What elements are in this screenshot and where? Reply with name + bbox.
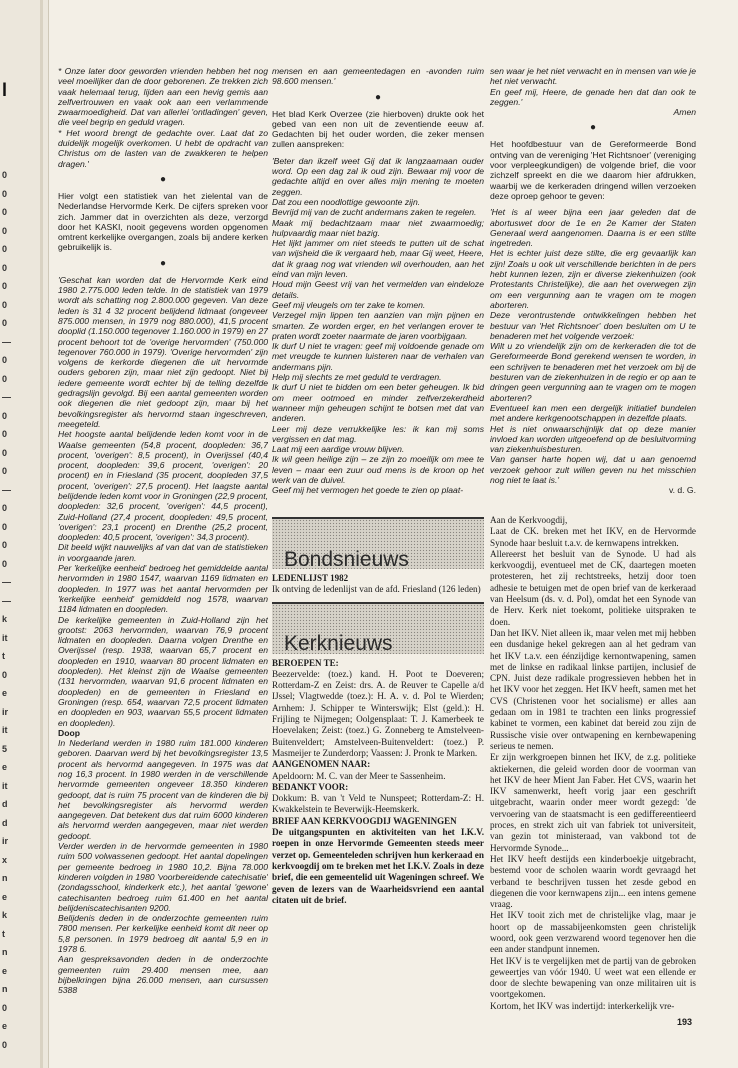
spine-fragment: — <box>2 595 11 606</box>
paragraph: Dit beeld wijkt nauwelijks af van dat van de statistieken in voorgaande jaren. <box>58 542 268 563</box>
bondsnieuws-banner <box>272 517 484 569</box>
prayer-line: Het lijkt jammer om niet steeds te putten uit de schat van wijsheid die ik vergaard heb, maar Gij weet, Heere, dat ik graag nog wat vrienden wil overhouden, aan het eind van mijn leven. <box>272 238 484 280</box>
spine-fragment: 0 <box>2 1039 8 1050</box>
paragraph: Het hoogste aantal belijdende leden komt voor in de Waalse gemeenten (54,8 procent, doopleden: 36,7 procent, 'overigen': 8,5 procent), in Overijssel (40,4 procent, doopleden: 39,6 procent, 'overigen': 20 procent) en in Friesland (35 procent, doopleden 37,5 procent, 'overigen': 27,5 procent). Het laagste aantal belijdende leden komt voor in Groningen (22,9 procent, doopleden: 32,6 procent, 'overigen': 44,5 procent), Zuid-Holland (27,4 procent, doopleden: 49,5 procent, 'overigen': 23,1 procent) en Drenthe (25,2 procent, doopleden: 40,5 procent, 'overigen': 34,3 procent). <box>58 429 268 543</box>
column-4-news <box>272 517 484 1035</box>
paragraph: De uitgangspunten en aktiviteiten van het I.K.V. roepen in onze Hervormde Gemeenten steeds meer verzet op. Gemeenteleden schrijven hun kerkeraad en kerkvoogdij om te breken met het I.K.V. Zoals in deze brief, die een gemeentelid uit Wageningen schreef. We geven de lezers van de Waarheidsvriend een aantal citaten uit de brief. <box>272 827 484 905</box>
prayer-line: Geef mij het vermogen het goede te zien op plaat- <box>272 485 464 496</box>
spine-fragment: ir <box>2 836 9 846</box>
signature: v. d. G. <box>668 485 696 496</box>
paragraph: Allereerst het besluit van de Synode. U had als kerkvoogdij, eventueel met de CK, daartegen moeten protesteren, het zij rechtstreeks, hetzij door toen adhesie te betuigen met de open brief van de kerkeraad van Heelsum (ds. v. d. Pol), omdat het een Synode van de Herv. Kerk niet toekomt, politieke uitspraken te doen. <box>490 548 696 627</box>
column-2 <box>272 66 484 511</box>
prayer-line: Houd mijn Geest vrij van het vermelden van eindeloze details. <box>272 279 484 300</box>
prayer-line: 'Beter dan ikzelf weet Gij dat ik langzaamaan ouder word. Op een dag zal ik oud zijn. Bewaar mij voor de gedachte altijd en over alles mijn mening te moeten zeggen. <box>272 155 484 197</box>
spine-fragment: 0 <box>2 207 8 217</box>
bullet-separator: ● <box>374 91 382 103</box>
spine-fragment: 0 <box>2 540 8 550</box>
paragraph: Per 'kerkelijke eenheid' bedroeg het gemiddelde aantal hervormden in 1980 1547, waarvan 1169 lidmaten en doopleden. In 1977 was het aantal hervormden per 'kerkelijke eenheid' gemiddeld nog 1578, waarvan 1184 lidmaten en doopleden. <box>58 563 268 615</box>
prayer-line: Laat mij een aardige vrouw blijven. <box>272 444 405 455</box>
paragraph: Beezervelde: (toez.) kand. H. Poot te Doeveren; Rotterdam-Z en Zeist: drs. A. de Reuver te Capelle a/d IJssel; Vlagtwedde (toez.): H. A. v. d. Pol te Wierden; Arnhem: J. Schipper te Winterswijk; Elst (geld.): H. Frijling te Nijmegen; Oolgensplaat: T. J. Kamerbeek te Hoevelaken; Zeist: (toez.) G. Zonneberg te Amstelveen-Buitenveldert; Amstelveen-Buitenveldert: (toez.) P. Masmeijer te Zunderdorp; Vaassen: J. Pronk te Marken. <box>272 668 484 758</box>
bullet-separator: ● <box>159 173 167 185</box>
prayer-line: Dat zou een noodlottige gewoonte zijn. <box>272 196 421 207</box>
paragraph: Aan de Kerkvoogdij, <box>490 515 568 525</box>
prayer-line: Ik wil geen heilige zijn – ze zijn zo moeilijk om mee te leven – maar een zuur oud mens is de kroon op het werk van de duivel. <box>272 454 484 485</box>
prayer-text <box>272 156 484 496</box>
letter-paragraph: Eventueel kan men een dergelijk initiatief bundelen met andere kerkgenootschappen in dezelfde plaats. <box>490 402 696 424</box>
letter-paragraph: Deze verontrustende ontwikkelingen hebben het bestuur van 'Het Richtsnoer' doen besluiten om U te benaderen met het volgende verzoek: <box>490 310 696 341</box>
spine-fragment: it <box>2 725 8 735</box>
spine-fragment: 0 <box>2 299 8 310</box>
adjacent-page-strip <box>0 0 49 1068</box>
paragraph: Laat de CK. breken met het IKV, en de Hervormde Synode haar besluit t.a.v. de kernwapens intrekken. <box>490 526 696 548</box>
section-heading: BEDANKT VOOR: <box>272 781 349 792</box>
spine-fragment: — <box>2 484 11 495</box>
paragraph: 'Geschat kan worden dat de Hervormde Kerk eind 1980 2.775.000 leden telde. In de statistiek van 1979 wordt als schatting nog 2.800.000 gegeven. Van deze leden is 31 4 32 procent belijdend lidmaat (ongeveer 875.000 mensen, in 1979 nog 880.000), 41,5 procent dooplid (1.150.000 tegenover 1.160.000 in 1979) en 27 procent behoort tot de 'overige hervormden' (750.000 tegenover 760.000 in 1979). 'Overige hervormden' zijn volgens de kerkorde diegenen die uit hervormde ouders geboren zijn, maar niet zijn gedoopt. Niet bij iedere gemeente wordt echter bij de telling dezelfde gedragslijn gevolgd. Bij een aantal gemeenten worden ook diegenen die niet gedoopt zijn, maar bij het bevolkingsregister als hervormd staan ingeschreven, meegeteld. <box>58 274 268 429</box>
bullet-separator: ● <box>589 122 597 134</box>
paragraph: Verder werden in de hervormde gemeenten in 1980 ruim 500 volwassenen gedoopt. Het aantal dopelingen per gemeente bedroeg in 1980 10,2. Bijna 78.000 kinderen volgden in 1980 'voorbereidende catechisatie' (zondagsschool, kinderkerk etc.), het aantal 'gewone' catechisanten bedroeg ruim 61.400 en het aantal belijdeniscatechisanten 9200. <box>58 841 268 913</box>
banner-title: Bondsnieuws <box>284 547 409 571</box>
paragraph: En geef mij, Heere, de genade hen dat dan ook te zeggen.' <box>490 86 696 107</box>
spine-fragment: — <box>2 577 11 587</box>
spine-fragment: 0 <box>2 669 8 680</box>
spine-fragment: 0 <box>2 373 8 384</box>
spine-fragment: e <box>2 762 8 772</box>
spine-fragment: 0 <box>2 170 8 180</box>
column-1 <box>58 66 268 1036</box>
spine-fragment: n <box>2 947 8 957</box>
letter-intro: Het hoofdbestuur van de Gereformeerde Bond ontving van de vereniging 'Het Richtsnoer' (vereniging voor verpleegkundigen) de volgende brief, die voor zichzelf spreekt en die we daarom hier afdrukken, waarbij we de kerkeraden dringend willen verzoeken deze oproep gehoor te geven: <box>490 139 696 201</box>
prayer-line: Maak mij bedachtzaam maar niet zwaarmoedig; hulpvaardig maar niet bazig. <box>272 217 484 238</box>
spine-fragment: d <box>2 817 8 828</box>
spine-fragment: e <box>2 688 8 698</box>
paragraph: Belijdenis deden in de onderzochte gemeenten ruim 7800 mensen. Per kerkelijke eenheid komt dit neer op 5,8 personen. In 1979 bedroeg dit aantal 5,9 en in 1978 6. <box>58 913 268 955</box>
spine-fragment: 0 <box>2 244 8 254</box>
spine-fragment: k <box>2 910 8 920</box>
paragraph: Aan gespreksavonden deden in de onderzochte gemeenten ruim 29.400 mensen mee, aan bijbelkringen bijna 26.000 mensen, aan cursussen 5388 <box>58 954 268 996</box>
paragraph: Dan het IKV. Niet alleen ik, maar velen met mij hebben een dusdanige hekel gekregen aan al het gedram van het IKV t.a.v. een éénzijdige kernontwapening, samen met de linkse en radikaal linkse partijen, inclusief de CPN. Juist deze radikale progressieven hebben het in het IKV voor het zeggen. Het IKV heeft, samen met het CVS (Christenen voor het socialisme) er alles aan gedaan om in 1981 te trachten een links progressief kabinet te vormen, een kabinet dat bereid zou zijn de Russische visie over ontwapening en kernbewapening serieus te nemen. <box>490 627 696 751</box>
letter-paragraph: Het is echter juist deze stilte, die erg gevaarlijk kan zijn! Zoals u ook uit verschillende berichten in de pers hebt kunnen lezen, zijn er diverse ziekenhuizen (ook Protestants Christelijke), die aan het overwegen zijn om een vergunning aan te vragen om te mogen aborteren. <box>490 248 696 310</box>
section-heading: LEDENLIJST 1982 <box>272 573 349 583</box>
paragraph: Apeldoorn: M. C. van der Meer te Sassenheim. <box>272 770 446 781</box>
section-heading: BRIEF AAN KERKVOOGDIJ WAGENINGEN <box>272 815 457 826</box>
spine-fragment: k <box>2 614 8 624</box>
prayer-line: Leer mij deze verrukkelijke les: ik kan mij soms vergissen en dat mag. <box>272 423 484 444</box>
spine-fragment: 0 <box>2 262 8 273</box>
spine-fragment: d <box>2 799 8 809</box>
section-heading: AANGENOMEN NAAR: <box>272 759 371 770</box>
spine-fragment: 0 <box>2 355 8 365</box>
spine-fragment: l <box>2 80 8 100</box>
prayer-line: Ik durf U niet te vragen: geef mij voldoende genade om met vreugde te kunnen luisteren naar de verhalen van andermans pijn. <box>272 341 484 372</box>
spine-fragment: 5 <box>2 743 8 754</box>
section-heading: BEROEPEN TE: <box>272 657 339 668</box>
page-number: 193 <box>677 1017 693 1027</box>
spine-fragment: it <box>2 632 8 643</box>
prayer-line: Bevrijd mij van de zucht andermans zaken te regelen. <box>272 207 477 218</box>
spine-fragment: 0 <box>2 503 8 513</box>
spine-fragment: e <box>2 965 8 976</box>
spine-fragment: 0 <box>2 521 8 532</box>
prayer-line: Help mij slechts ze met geduld te verdragen. <box>272 372 442 383</box>
prayer-intro: Het blad Kerk Overzee (zie hierboven) drukte ook het gebed van een non uit de zeventiende eeuw af. Gedachten bij het ouder worden, die zeker mensen zullen aanspreken: <box>272 108 484 150</box>
letter-paragraph: Wilt u zo vriendelijk zijn om de kerkeraden die tot de Gereformeerde Bond gerekend wensen te worden, in een schrijven te benaderen met het verzoek om bij de besturen van de ziekenhuizen in de regio er op aan te dringen geen vergunning aan te vragen om te mogen aborteren? <box>490 341 696 403</box>
paragraph: Het IKV tooit zich met de christelijke vlag, maar je hoort op de massabijeenkomsten geen christelijk woord, ook geen verzwarend woord tegenover hen die een ander standpunt innemen. <box>490 910 696 955</box>
prayer-line: Ik durf U niet te bidden om een beter geheugen. Ik bid om meer ootmoed en minder zelfverzekerdheid wanneer mijn geheugen schijnt te botsen met dat van anderen. <box>272 382 484 424</box>
spine-fragment: t <box>2 651 5 661</box>
statistics-intro: Hier volgt een statistiek van het zielental van de Nederlandse Hervormde Kerk. De cijfers spreken voor zich. Jammer dat in overzichten als deze, verzorgd door het KASKI, nooit gegevens worden opgenomen omtrent kerkelijke overgangen, zoals bij andere kerken gebruikelijk is. <box>58 190 268 253</box>
spine-fragment: 0 <box>2 281 8 291</box>
spine-fragment: 0 <box>2 410 8 421</box>
banner-title: Kerknieuws <box>284 632 393 656</box>
spine-fragment: 0 <box>2 466 8 476</box>
paragraph: Ik ontving de ledenlijst van de afd. Friesland (126 leden) <box>272 584 481 595</box>
spine-fragment: — <box>2 392 11 402</box>
paragraph: In Nederland werden in 1980 ruim 181.000 kinderen geboren. Daarvan werd bij het bevolkingsregister 13,5 procent als hervormd aangegeven. In 1975 was dat nog 16,3 procent. In 1980 werden in de verschillende hervormde gemeenten ongeveer 18.350 kinderen gedoopt, dat is ruim 75 procent van de kinderen die bij het bevolkingsregister als hervormd werden aangegeven. Dat betekent dus dat ruim 6000 kinderen als hervormd werden aangegeven, maar niet werden gedoopt. <box>58 738 268 841</box>
paragraph: * Het woord brengt de gedachte over. Laat dat zo duidelijk mogelijk overkomen. U hebt de opdracht van Christus om de lasten van de zwakkeren te helpen dragen.' <box>58 127 268 169</box>
bullet-separator: ● <box>159 257 167 269</box>
spine-fragment: n <box>2 873 8 883</box>
prayer-line: Verzegel mijn lippen ten aanzien van mijn pijnen en smarten. Ze worden erger, en het verlangen erover te praten wordt zoeter naarmate de jaren voorbijgaan. <box>272 310 484 341</box>
spine-fragment: 0 <box>2 1002 8 1013</box>
page-fold-edge <box>40 0 43 1068</box>
paragraph: Kortom, het IKV was indertijd: interkerkelijk vre- <box>490 1000 675 1011</box>
spine-fragment: n <box>2 984 8 994</box>
letter-text <box>490 207 696 485</box>
spine-fragment: t <box>2 928 5 939</box>
paragraph: sen waar je het niet verwacht en in mensen van wie je het niet verwacht. <box>490 66 696 87</box>
spine-fragment: 0 <box>2 558 8 569</box>
paragraph: Er zijn werkgroepen binnen het IKV, de z.g. politieke aktiekernen, die geleid worden door de voorman van het IKV de heer Mient Jan Faber. Het CVS, waarin het IKV samenwerkt, heeft vorig jaar een geschrift uitgebracht, waarin onder meer wordt gezegd: 'de vervoering van de staatsmacht is een gediffereentieerd proces, en strekt zich uit van fabriek tot universiteit, van gezin tot ministeraad, van vakbond tot de Hervormde Synode... <box>490 752 696 853</box>
column-5 <box>490 515 696 1035</box>
spine-fragment: e <box>2 891 8 902</box>
spine-fragment: ir <box>2 706 9 717</box>
spine-fragment: 0 <box>2 318 8 328</box>
spine-fragment: 0 <box>2 188 8 199</box>
spine-fragment: 0 <box>2 225 8 236</box>
letter-paragraph: 'Het is al weer bijna een jaar geleden dat de abortuswet door de 1e en 2e Kamer der Staten Generaal werd aangenomen. Daarna is er een stilte ingetreden. <box>490 207 696 249</box>
paragraph: De kerkelijke gemeenten in Zuid-Holland zijn het grootst: 2063 hervormden, waarvan 76,9 procent lidmaten en doopleden. Daarna volgen Drenthe en Overijssel (resp. 1938, waarvan 65,7 procent en doopleden en 1910, waarvan 80 procent lidmaten en doopleden). Het kleinst zijn de Waalse gemeenten (131 hervormden, waarvan 91,6 procent lidmaten en doopleden) en de gemeenten in Friesland en Groningen (resp. 654, waarvan 72,5 procent lidmaten en doopleden en 903, waarvan 55,5 procent lidmaten en doopleden). <box>58 614 268 728</box>
amen: Amen <box>673 107 696 118</box>
spine-fragment: x <box>2 854 8 865</box>
spine-fragment: 0 <box>2 429 8 439</box>
paragraph: * Onze later door geworden vrienden hebben het nog veel moeilijker dan de door geborenen. Ze trekken zich vaak helemaal terug, lijden aan een hevig gemis aan zelfvertrouwen en vaak ook aan een verlammende zwaarmoedigheid. Dat van allerlei 'ontladingen' geven, die veel begrip en geduld vragen. <box>58 66 268 128</box>
paragraph: Dokkum: B. van 't Veld te Nunspeet; Rotterdam-Z: H. Kwakkelstein te Beverwijk-Heemskerk. <box>272 793 484 815</box>
paragraph: mensen en aan gemeentedagen en -avonden ruim 98.600 mensen.' <box>272 66 484 87</box>
section-heading-doop: Doop <box>58 727 80 738</box>
letter-paragraph: Van ganser harte hopen wij, dat u aan genoemd verzoek gehoor zult willen geven nu het misschien nog niet te laat is.' <box>490 454 696 485</box>
spine-fragment: e <box>2 1021 8 1031</box>
column-3 <box>490 66 696 506</box>
spine-fragment: 0 <box>2 447 8 458</box>
kerknieuws-banner <box>272 602 484 654</box>
paragraph: Het IKV heeft destijds een kinderboekje uitgebracht, bestemd voor de scholen waarin wordt gevraagd het verband te beschrijven tussen het zesde gebod en diegenen die voor kernwapens zijn... een intens gemene vraag. <box>490 853 696 910</box>
paragraph: Het IKV is te vergelijken met de partij van de gebroken geweertjes van vóór 1940. U weet wat een ellende er door de slechte bewapening van onze militairen uit is voortgekomen. <box>490 955 696 1000</box>
spine-fragment: — <box>2 336 11 347</box>
letter-paragraph: Het is niet onwaarschijnlijk dat op deze manier invloed kan worden uitgeoefend op de besluitvorming van ziekenhuisbesturen. <box>490 423 696 455</box>
prayer-line: Geef mij vleugels om ter zake te komen. <box>272 299 426 310</box>
spine-fragment: it <box>2 780 8 791</box>
